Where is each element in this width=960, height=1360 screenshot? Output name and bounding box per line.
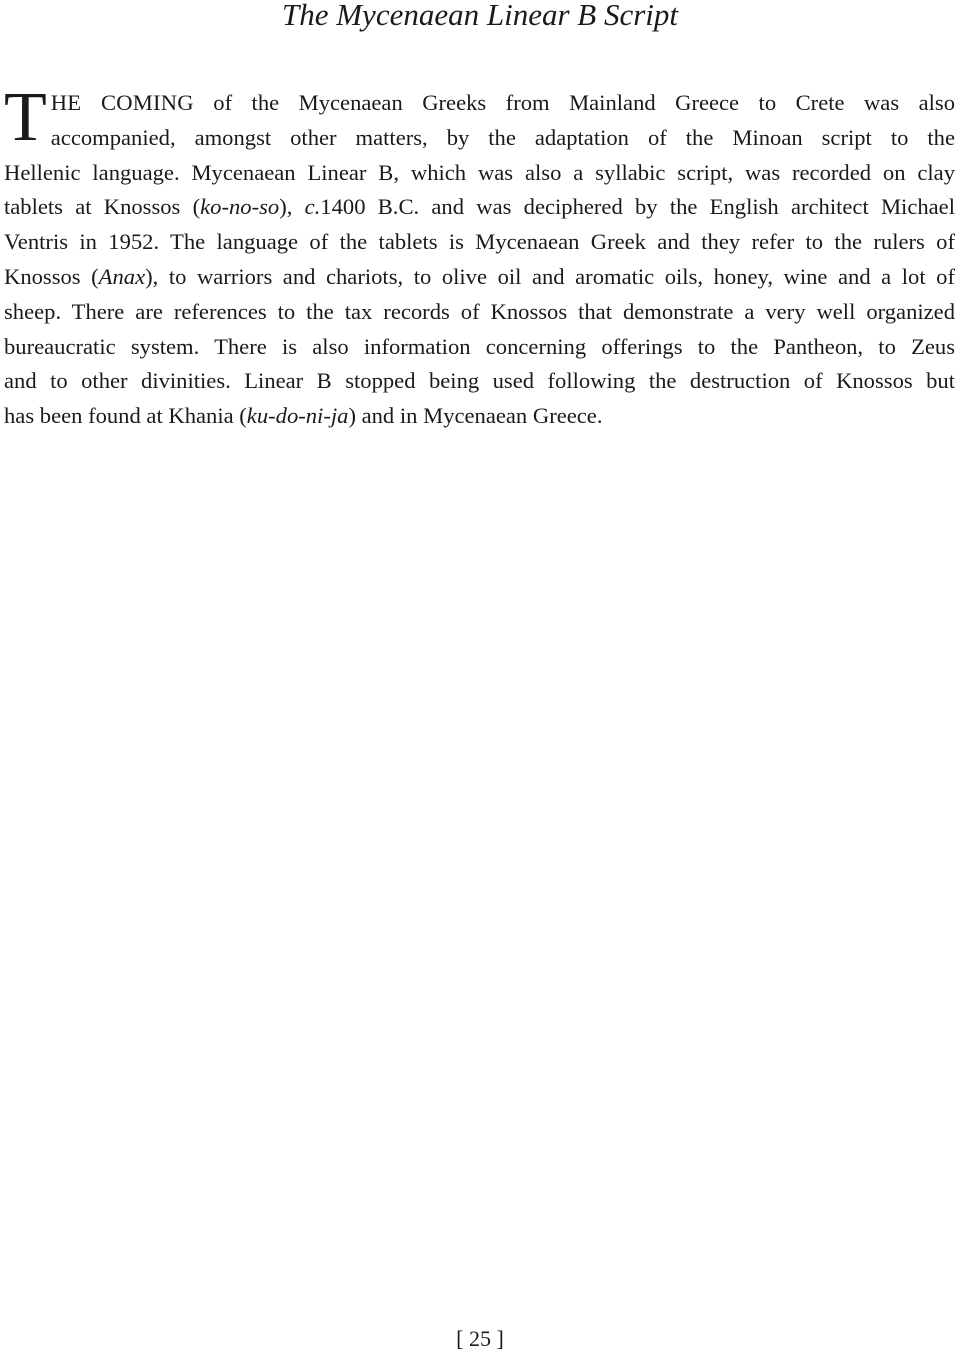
paragraph-line-9 xyxy=(4,364,955,399)
line-text: 1400 B.C. and was deciphered by the English architect Michael xyxy=(320,194,955,220)
paragraph-line-4 xyxy=(4,190,955,225)
line-text: has been found at Khania ( xyxy=(4,403,247,429)
line-text: of the Mycenaean Greeks from Mainland Greece to Crete was also xyxy=(193,90,955,115)
line-text: ) and in Mycenaean Greece. xyxy=(348,403,603,429)
line-text: sheep. There are references to the tax records of Knossos that demonstrate a very well organized xyxy=(4,298,955,324)
paragraph-line-5 xyxy=(4,225,955,260)
line-text: ), to warriors and chariots, to olive oil and aromatic oils, honey, wine and a lot of xyxy=(145,263,955,289)
line-text: bureaucratic system. There is also information concerning offerings to the Pantheon, to Zeus xyxy=(4,333,955,359)
paragraph-line-8 xyxy=(4,330,955,365)
line-text: ), xyxy=(279,194,305,220)
line-text: Hellenic language. Mycenaean Linear B, which was also a syllabic script, was recorded on clay xyxy=(4,159,955,185)
line-text: and to other divinities. Linear B stopped being used following the destruction of Knossos but xyxy=(4,368,955,394)
line-text: accompanied, amongst other matters, by the adaptation of the Minoan script to the xyxy=(50,124,955,150)
page-number: [ 25 ] xyxy=(456,1326,504,1351)
line-text: Ventris in 1952. The language of the tablets is Mycenaean Greek and they refer to the rulers of xyxy=(4,229,955,255)
paragraph-line-6 xyxy=(4,260,955,295)
drop-cap: T xyxy=(4,79,47,156)
paragraph-line-10 xyxy=(4,399,955,434)
paragraph-line-7 xyxy=(4,295,955,330)
small-caps-opening: HE COMING xyxy=(50,90,194,115)
paragraph-line-2 xyxy=(4,121,955,156)
italic-term: ku-do-ni-ja xyxy=(246,403,349,429)
paragraph-line-3 xyxy=(4,156,955,191)
italic-term: ko-no-so xyxy=(200,194,280,220)
body-paragraph xyxy=(4,79,955,434)
line-text: tablets at Knossos ( xyxy=(4,194,201,220)
paragraph-line-1 xyxy=(4,86,955,121)
page-title: The Mycenaean Linear B Script xyxy=(281,0,679,32)
italic-term: c. xyxy=(304,194,321,220)
italic-term: Anax xyxy=(98,263,146,289)
line-text: Knossos ( xyxy=(4,263,99,289)
